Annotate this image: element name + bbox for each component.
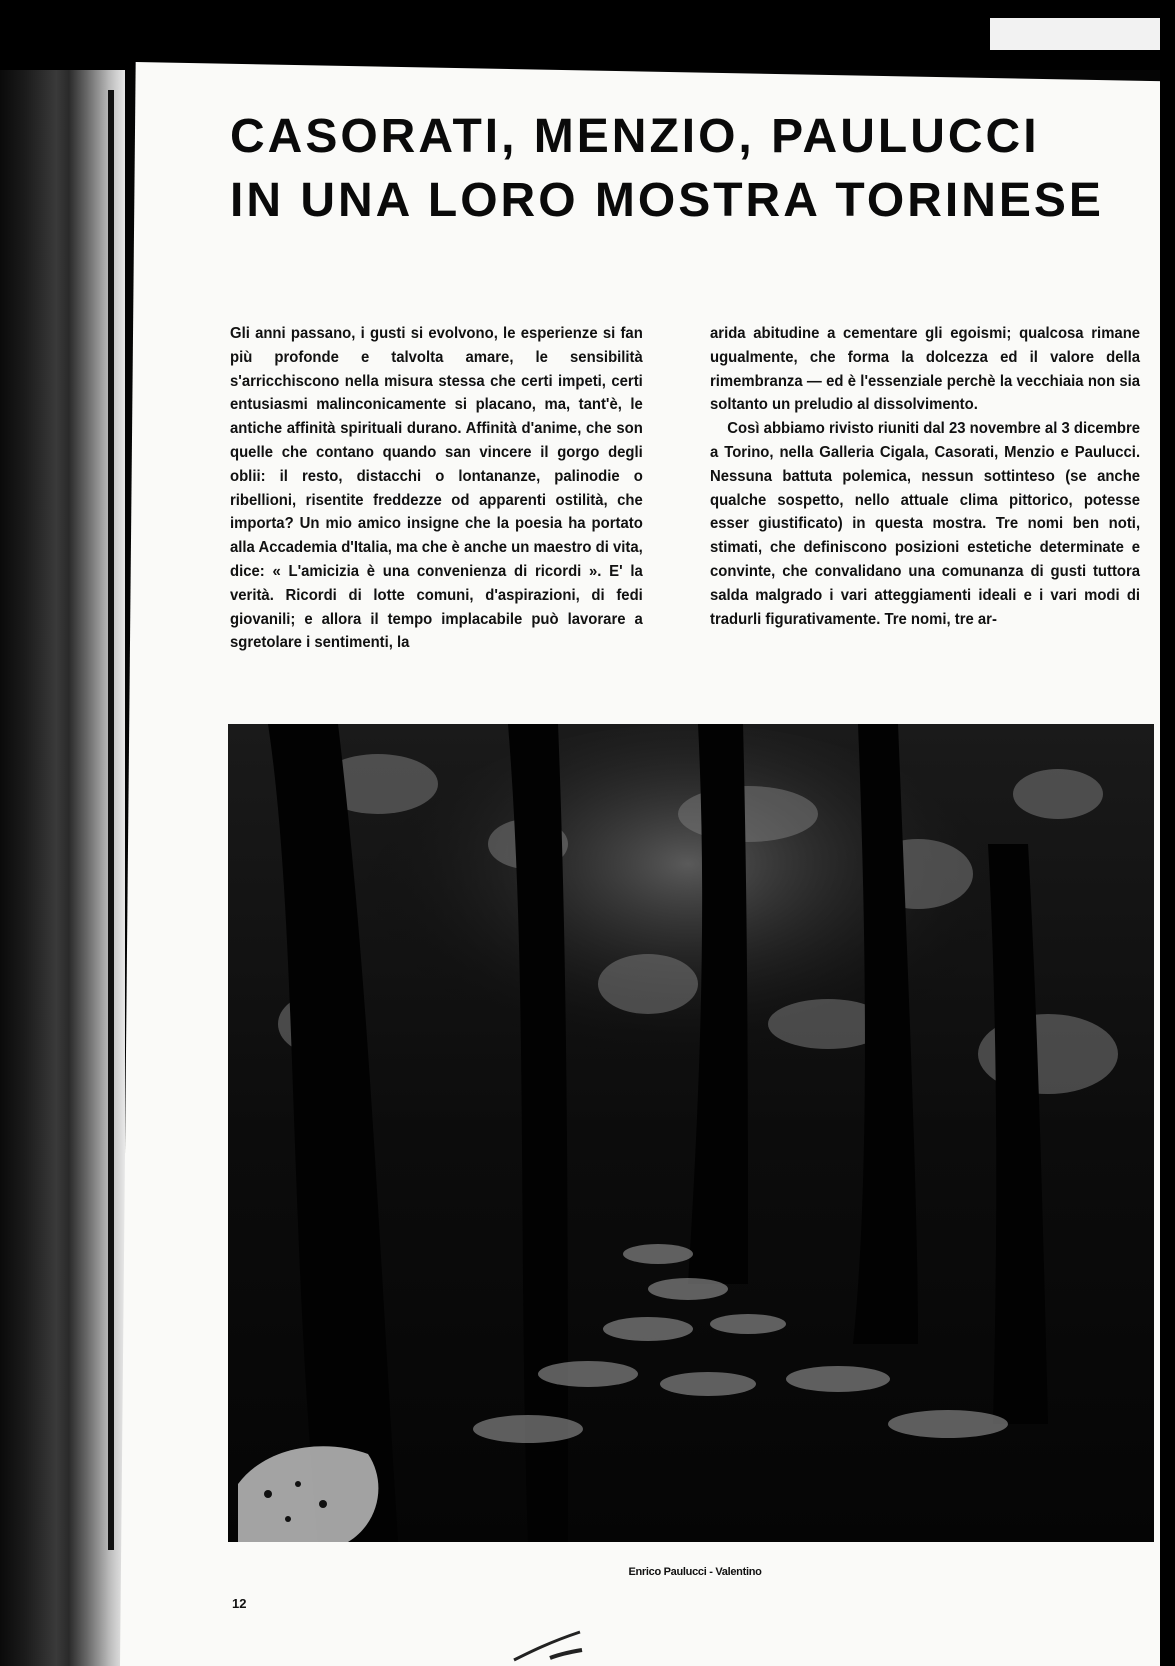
scan-corner-patch <box>990 18 1160 50</box>
park-painting-image <box>228 724 1154 1542</box>
scan-right-border <box>1160 55 1175 1666</box>
right-text-column <box>710 322 1140 631</box>
paragraph: Gli anni passano, i gusti si evolvono, le esperienze si fan più profonde e talvolta amare, le sensibilità s'arricchiscono nella misura stessa che certi impeti, certi entusiasmi malinconicamente si placano, ma, tant'è, le antiche affinità spirituali durano. Affinità d'anime, che son quelle che contano quando san vincere il gorgo degli oblii: il resto, distacchi o lontananze, palinodie o ribellioni, risentite freddezze od apparenti ostilità, che importa? Un mio amico insigne che la poesia ha portato alla Accademia d'Italia, ma che è anche un maestro di vita, dice: « L'amicizia è una convenienza di ricordi ». E' la verità. Ricordi di lotte comuni, d'aspirazioni, di fedi giovanili; e allora il tempo implacabile può lavorare a sgretolare i sentimenti, la <box>230 325 643 652</box>
title-line-2: IN UNA LORO MOSTRA TORINESE <box>230 174 1104 227</box>
left-text-column <box>230 322 643 655</box>
paragraph: Così abbiamo rivisto riuniti dal 23 novembre al 3 dicembre a Torino, nella Galleria Cigala, Casorati, Menzio e Paulucci. Nessuna battuta polemica, nessun sottinteso (se anche qualche sospetto, nello attuale clima pittorico, potesse esser giustificato) in questa mostra. Tre nomi ben noti, stimati, che definiscono posizioni estetiche determinate e convinte, che convalidano una comunanza di gusti tuttora salda malgrado i vari atteggiamenti ideali e i vari modi di tradurli figurativamente. Tre nomi, tre ar- <box>710 420 1141 628</box>
book-spine-shadow <box>108 90 114 1550</box>
painting-reproduction <box>228 724 1154 1542</box>
page-number: 12 <box>232 1596 247 1611</box>
ink-stroke-mark <box>510 1628 590 1664</box>
article-title <box>230 105 1160 233</box>
book-spine <box>0 70 125 1666</box>
title-line-1: CASORATI, MENZIO, PAULUCCI <box>230 110 1040 163</box>
paragraph: arida abitudine a cementare gli egoismi; qualcosa rimane ugualmente, che forma la dolcezza ed il valore della rimembranza — ed è l'essenziale perchè la vecchiaia non sia soltanto un preludio al dissolvimento. <box>710 325 1141 414</box>
figure-caption: Enrico Paulucci - Valentino <box>628 1566 762 1578</box>
